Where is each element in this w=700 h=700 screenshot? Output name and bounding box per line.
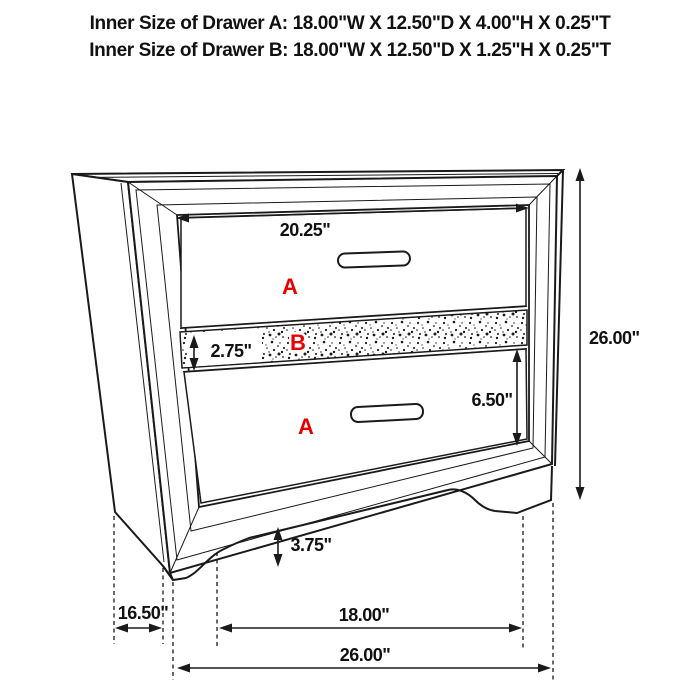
label-drawer-a-bottom: A xyxy=(298,414,314,439)
bottom-drawer-handle xyxy=(351,404,424,423)
dim-label-overall-width: 26.00" xyxy=(339,645,391,665)
arrowhead-left xyxy=(219,624,232,633)
arrowhead-left xyxy=(115,624,128,633)
dim-label-foot-height: 3.75" xyxy=(290,535,332,555)
dim-overall-height xyxy=(576,168,640,500)
arrowhead-right xyxy=(509,624,522,633)
label-drawer-a-top: A xyxy=(282,274,298,299)
dim-label-drawer-width: 18.00" xyxy=(338,605,390,625)
dim-side-depth xyxy=(115,603,168,633)
arrowhead-down xyxy=(576,487,585,500)
arrowhead-left xyxy=(177,664,190,673)
spec-line-drawer-a: Inner Size of Drawer A: 18.00"W X 12.50"D X 4.00"H X 0.25"T xyxy=(89,13,611,34)
dim-overall-width xyxy=(177,645,551,673)
dim-label-inner-width: 20.25" xyxy=(279,220,331,240)
label-strip-b: B xyxy=(290,330,306,355)
arrowhead-up xyxy=(576,168,585,181)
top-drawer-handle xyxy=(338,251,410,268)
dim-label-strip-height: 2.75" xyxy=(210,341,252,361)
dim-label-opening-height: 6.50" xyxy=(471,390,513,410)
spec-line-drawer-b: Inner Size of Drawer B: 18.00"W X 12.50"D X 1.25"H X 0.25"T xyxy=(89,40,611,61)
dim-drawer-width xyxy=(219,605,522,633)
arrowhead-down xyxy=(274,554,283,567)
arrowhead-right xyxy=(149,624,162,633)
dim-label-side-depth: 16.50" xyxy=(117,603,169,623)
dim-label-overall-height: 26.00" xyxy=(589,328,640,348)
arrowhead-right xyxy=(538,664,551,673)
